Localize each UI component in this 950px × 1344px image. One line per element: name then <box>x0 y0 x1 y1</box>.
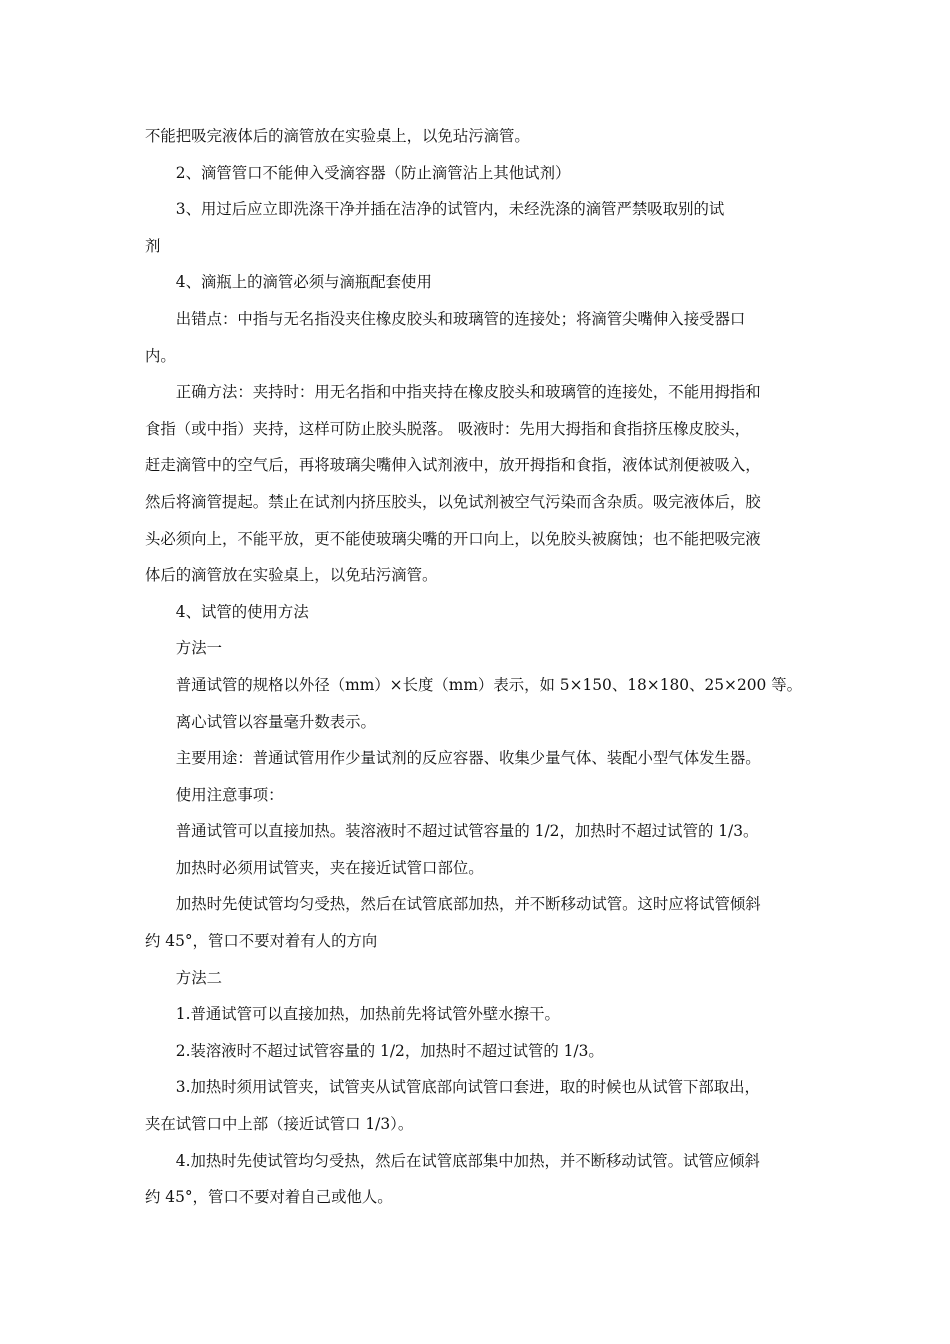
paragraph-line: 夹在试管口中上部（接近试管口 1/3）。 <box>145 1115 414 1134</box>
paragraph-line: 食指（或中指）夹持，这样可防止胶头脱落。 吸液时：先用大拇指和食指挤压橡皮胶头， <box>145 419 751 438</box>
paragraph <box>145 301 810 374</box>
paragraph <box>145 996 810 1033</box>
paragraph <box>145 740 810 777</box>
paragraph-line: 普通试管可以直接加热。装溶液时不超过试管容量的 1/2，加热时不超过试管的 1/3。 <box>175 822 759 841</box>
paragraph <box>145 594 810 631</box>
paragraph <box>145 886 810 959</box>
paragraph-line: 普通试管的规格以外径（mm）×长度（mm）表示，如 5×150、18×180、25×200 等。 <box>175 675 803 694</box>
paragraph-line: 方法二 <box>175 968 222 987</box>
paragraph-line: 体后的滴管放在实验桌上，以免玷污滴管。 <box>145 566 438 585</box>
paragraph-line: 然后将滴管提起。禁止在试剂内挤压胶头，以免试剂被空气污染而含杂质。吸完液体后，胶 <box>145 492 761 511</box>
paragraph <box>145 264 810 301</box>
paragraph-line: 3.加热时须用试管夹，试管夹从试管底部向试管口套进，取的时候也从试管下部取出， <box>175 1078 760 1097</box>
paragraph-line: 4、试管的使用方法 <box>175 602 309 621</box>
paragraph <box>145 155 810 192</box>
paragraph-line: 加热时必须用试管夹，夹在接近试管口部位。 <box>175 858 484 877</box>
paragraph <box>145 667 810 704</box>
document-body <box>145 118 810 1216</box>
paragraph-line: 赶走滴管中的空气后，再将玻璃尖嘴伸入试剂液中，放开拇指和食指，液体试剂便被吸入， <box>145 456 761 475</box>
paragraph-line: 主要用途：普通试管用作少量试剂的反应容器、收集少量气体、装配小型气体发生器。 <box>175 749 761 768</box>
paragraph <box>145 777 810 814</box>
paragraph-line: 离心试管以容量毫升数表示。 <box>175 712 376 731</box>
paragraph <box>145 813 810 850</box>
paragraph-line: 内。 <box>145 346 176 365</box>
paragraph-line: 2、滴管管口不能伸入受滴容器（防止滴管沾上其他试剂） <box>175 163 571 182</box>
paragraph-line: 剂 <box>145 236 161 255</box>
paragraph-line: 出错点：中指与无名指没夹住橡皮胶头和玻璃管的连接处；将滴管尖嘴伸入接受器口 <box>175 309 746 328</box>
paragraph-line: 4、滴瓶上的滴管必须与滴瓶配套使用 <box>175 273 432 292</box>
paragraph-line: 正确方法：夹持时：用无名指和中指夹持在橡皮胶头和玻璃管的连接处，不能用拇指和 <box>175 383 761 402</box>
paragraph-line: 方法一 <box>175 639 222 658</box>
paragraph-line: 使用注意事项： <box>175 785 284 804</box>
paragraph <box>145 850 810 887</box>
paragraph-line: 加热时先使试管均匀受热，然后在试管底部加热，并不断移动试管。这时应将试管倾斜 <box>175 895 761 914</box>
paragraph-line: 3、用过后应立即洗涤干净并插在洁净的试管内，未经洗涤的滴管严禁吸取别的试 <box>175 200 725 219</box>
paragraph <box>145 118 810 155</box>
paragraph-line: 约 45°，管口不要对着有人的方向 <box>145 932 378 951</box>
paragraph <box>145 1143 810 1216</box>
paragraph-line: 不能把吸完液体后的滴管放在实验桌上，以免玷污滴管。 <box>145 127 530 145</box>
paragraph <box>145 191 810 264</box>
paragraph <box>145 704 810 741</box>
paragraph <box>145 374 810 594</box>
paragraph <box>145 1069 810 1142</box>
paragraph <box>145 630 810 667</box>
paragraph-line: 1.普通试管可以直接加热，加热前先将试管外壁水擦干。 <box>175 1005 560 1024</box>
paragraph-line: 4.加热时先使试管均匀受热，然后在试管底部集中加热，并不断移动试管。试管应倾斜 <box>175 1151 760 1170</box>
paragraph-line: 2.装溶液时不超过试管容量的 1/2，加热时不超过试管的 1/3。 <box>175 1041 604 1060</box>
paragraph-line: 头必须向上，不能平放，更不能使玻璃尖嘴的开口向上，以免胶头被腐蚀；也不能把吸完液 <box>145 529 761 548</box>
paragraph <box>145 1033 810 1070</box>
paragraph <box>145 960 810 997</box>
paragraph-line: 约 45°，管口不要对着自己或他人。 <box>145 1188 393 1207</box>
